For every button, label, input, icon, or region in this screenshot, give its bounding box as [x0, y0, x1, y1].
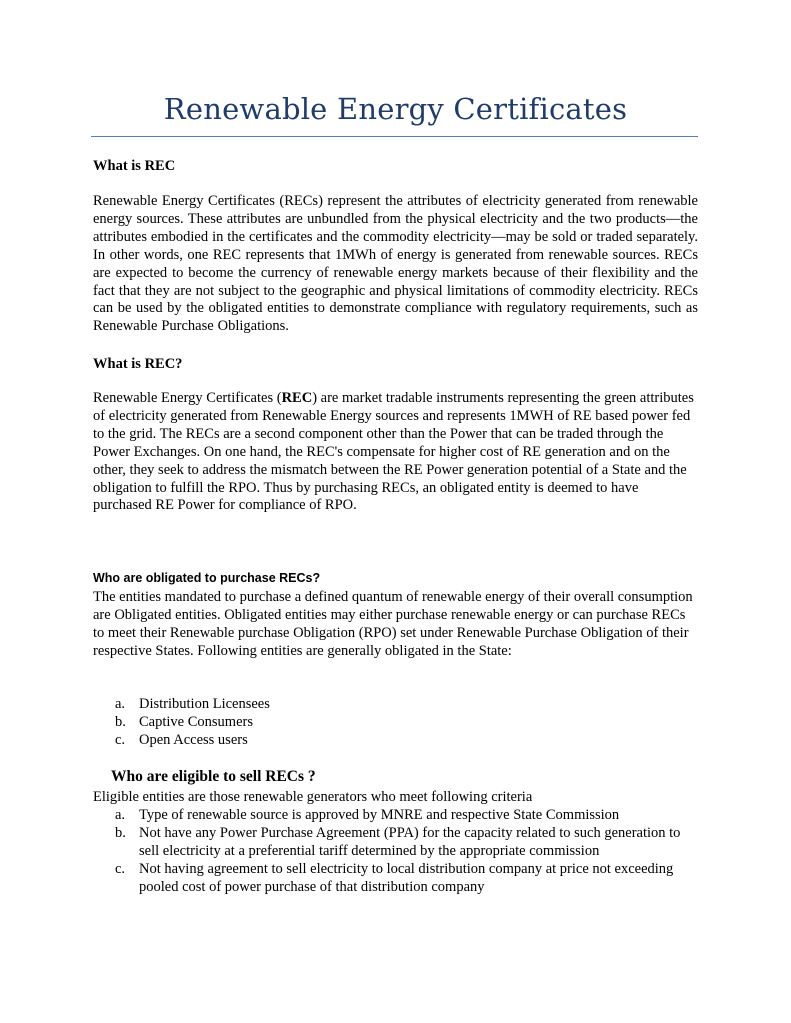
list-marker: c.	[115, 732, 126, 748]
body-text-rest: ) are market tradable instruments representing the green attributes of electricity generated from Renewable Energy sources and represents 1MWH of RE based power fed to the grid. The RECs are a second component other than the Power that can be traded through the Power Exchanges. On one hand, the REC's compensate for higher cost of RE generation and on the other, they seek to address the mismatch between the RE Power generation potential of a State and the obligation to fulfill the RPO. Thus by purchasing RECs, an obligated entity is deemed to have purchased RE Power for compliance of RPO.	[93, 390, 694, 514]
list-item	[115, 713, 270, 731]
obligated-entities-list	[115, 695, 270, 749]
section-body-what-is-rec-question	[93, 390, 699, 515]
section-heading-eligible: Who are eligible to sell RECs ?	[111, 768, 316, 785]
section-heading-what-is-rec: What is REC	[93, 158, 176, 174]
list-item	[115, 695, 270, 713]
rec-bold-term: REC	[281, 390, 313, 406]
list-item-text: Not have any Power Purchase Agreement (PPA) for the capacity related to such generation to sell electricity at a preferential tariff determined by the appropriate commission	[139, 825, 681, 859]
list-item-text: Type of renewable source is approved by MNRE and respective State Commission	[139, 807, 620, 823]
list-marker: b.	[115, 714, 126, 730]
list-item-text: Captive Consumers	[139, 714, 253, 730]
list-item	[115, 731, 270, 749]
section-heading-what-is-rec-question: What is REC?	[93, 356, 183, 372]
body-text-start: Renewable Energy Certificates (	[93, 390, 282, 406]
eligible-criteria-list	[115, 806, 685, 896]
list-item-text: Distribution Licensees	[139, 696, 270, 712]
section-body-obligated: The entities mandated to purchase a defined quantum of renewable energy of their overall consumption are Obligated entities. Obligated entities may either purchase renewable energy or can purchase RECs to meet their Renewable purchase Obligation (RPO) set under Renewable Purchase Obligation of their respective States. Following entities are generally obligated in the State:	[93, 589, 693, 659]
list-item-text: Open Access users	[139, 732, 248, 748]
list-item-text: Not having agreement to sell electricity to local distribution company at price not exceeding pooled cost of power purchase of that distribution company	[139, 861, 674, 895]
list-item	[115, 806, 685, 824]
list-item	[115, 860, 685, 896]
list-marker: a.	[115, 696, 126, 712]
section-heading-obligated: Who are obligated to purchase RECs?	[93, 571, 321, 585]
list-marker: c.	[115, 861, 126, 877]
section-intro-eligible: Eligible entities are those renewable generators who meet following criteria	[93, 789, 533, 805]
list-item	[115, 824, 685, 860]
list-marker: b.	[115, 825, 126, 841]
title-underline	[91, 136, 698, 137]
page-title: Renewable Energy Certificates	[163, 92, 628, 126]
list-marker: a.	[115, 807, 126, 823]
section-body-what-is-rec: Renewable Energy Certificates (RECs) represent the attributes of electricity generated from renewable energy sources. These attributes are unbundled from the physical electricity and the two products—the attributes embodied in the certificates and the commodity electricity—may be sold or traded separately. In other words, one REC represents that 1MWh of energy is generated from renewable sources. RECs are expected to become the currency of renewable energy markets because of their flexibility and the fact that they are not subject to the geographic and physical limitations of commodity electricity. RECs can be used by the obligated entities to demonstrate compliance with regulatory requirements, such as Renewable Purchase Obligations.	[93, 193, 698, 335]
